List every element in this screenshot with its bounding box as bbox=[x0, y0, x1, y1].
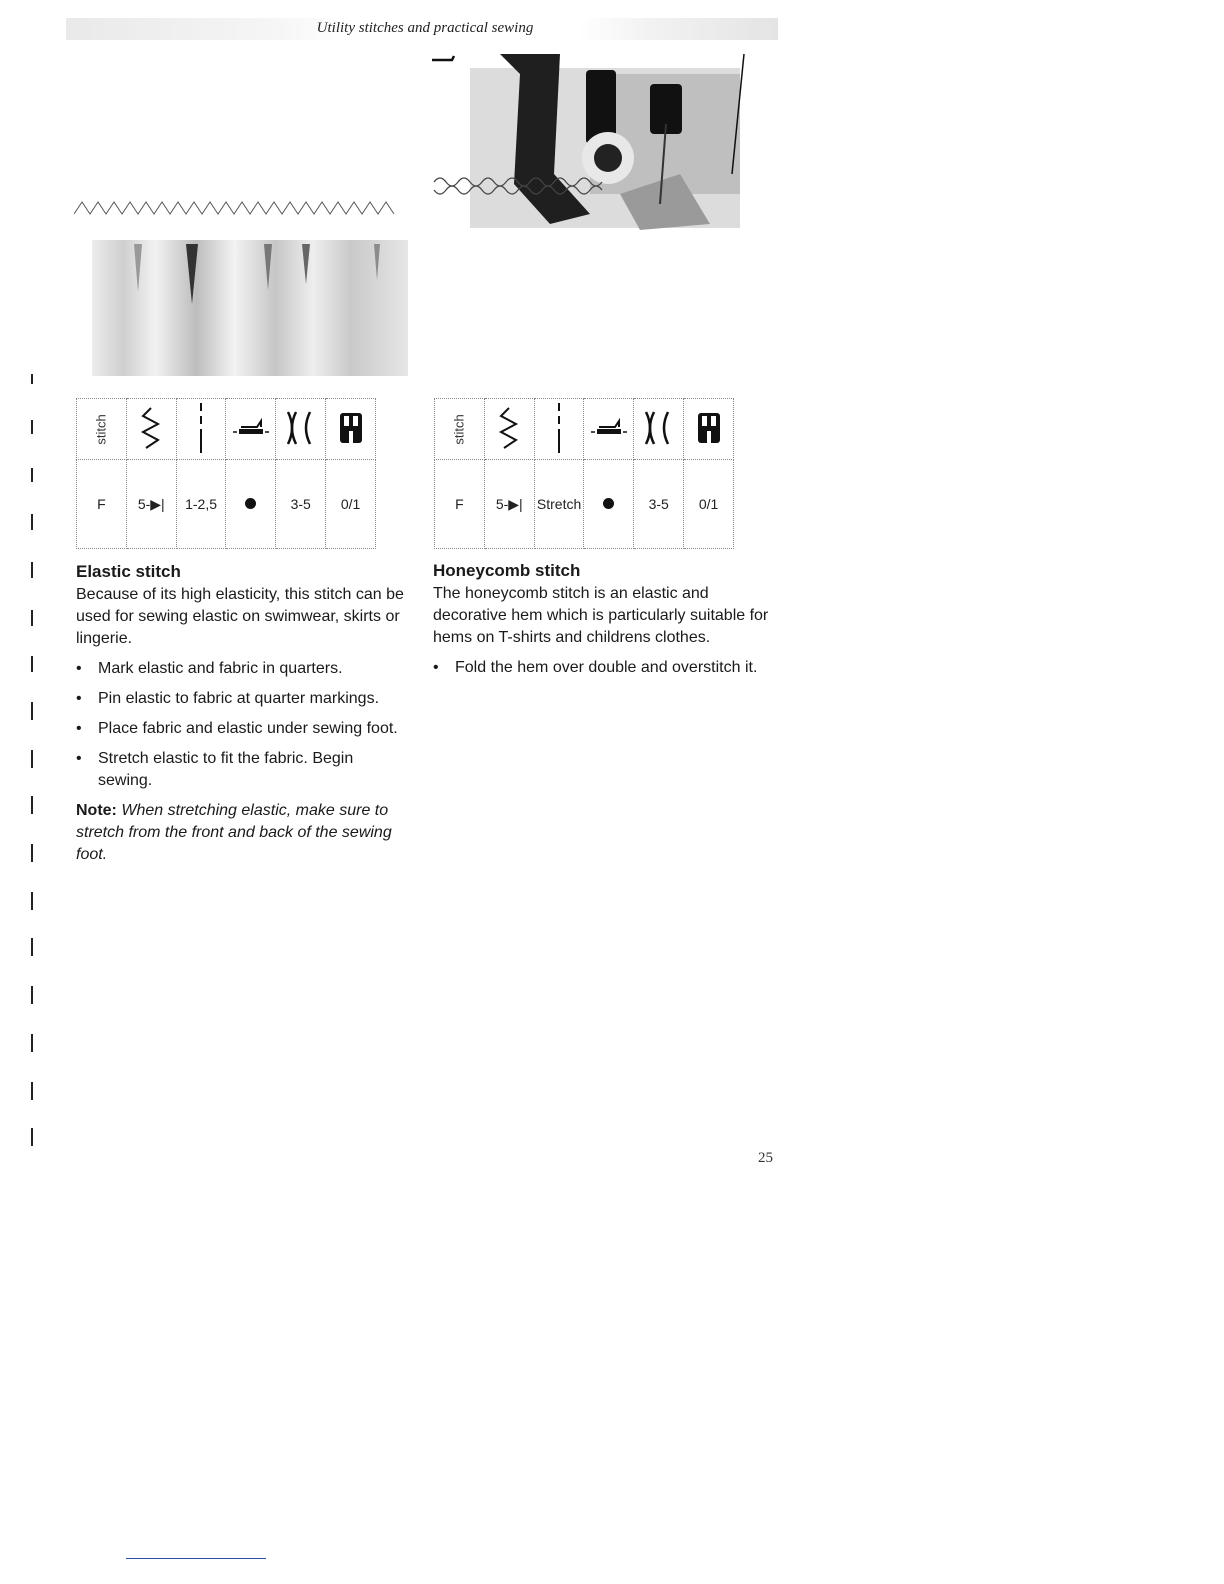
page-number: 25 bbox=[758, 1150, 773, 1166]
stitch-length-icon bbox=[534, 399, 584, 460]
list-item: • Pin elastic to fabric at quarter markings. bbox=[76, 688, 408, 710]
honeycomb-stitch-section bbox=[433, 560, 773, 687]
elastic-stitch-intro: Because of its high elasticity, this stitch can be used for sewing elastic on swimwear, skirts or lingerie. bbox=[76, 586, 404, 647]
honeycomb-stitch-intro: The honeycomb stitch is an elastic and decorative hem which is particularly suitable for hems on T-shirts and childrens clothes. bbox=[433, 585, 769, 646]
foot-value: 0/1 bbox=[326, 460, 376, 549]
settings-value-row bbox=[435, 460, 734, 549]
elastic-note bbox=[76, 800, 408, 866]
foot-value: 0/1 bbox=[684, 460, 734, 549]
note-text: When stretching elastic, make sure to stretch from the front and back of the sewing foot. bbox=[76, 802, 392, 863]
thread-tension-icon bbox=[276, 399, 326, 460]
stitch-label: stitch bbox=[451, 414, 467, 445]
elastic-stitch-photo bbox=[74, 200, 414, 376]
needle-position-dot bbox=[584, 460, 634, 549]
list-item: • Place fabric and elastic under sewing foot. bbox=[76, 718, 408, 740]
list-item: • Mark elastic and fabric in quarters. bbox=[76, 658, 408, 680]
zigzag-width-icon bbox=[126, 399, 176, 460]
list-item: • Fold the hem over double and overstitch it. bbox=[433, 657, 773, 679]
presser-foot-icon bbox=[326, 399, 376, 460]
tension-value: 3-5 bbox=[276, 460, 326, 549]
elastic-settings-table bbox=[76, 398, 376, 549]
stitch-label-cell bbox=[77, 399, 127, 460]
honeycomb-stitch-photo bbox=[430, 54, 750, 240]
thread-tension-icon bbox=[634, 399, 684, 460]
header-title: Utility stitches and practical sewing bbox=[316, 20, 534, 36]
tension-value: 3-5 bbox=[634, 460, 684, 549]
margin-tick-marks bbox=[28, 270, 36, 1150]
needle-position-dot bbox=[226, 460, 276, 549]
stitch-value: F bbox=[77, 460, 127, 549]
stitch-label-cell bbox=[435, 399, 485, 460]
stitch-length-icon bbox=[176, 399, 226, 460]
width-value: 5-▶| bbox=[126, 460, 176, 549]
length-value: Stretch bbox=[534, 460, 584, 549]
zigzag-width-icon bbox=[484, 399, 534, 460]
footer-rule bbox=[126, 1558, 266, 1559]
honeycomb-stitch-title: Honeycomb stitch bbox=[433, 561, 581, 580]
list-item: • Stretch elastic to fit the fabric. Begin sewing. bbox=[76, 748, 408, 792]
length-value: 1-2,5 bbox=[176, 460, 226, 549]
feed-dog-icon bbox=[584, 399, 634, 460]
elastic-steps-list bbox=[76, 658, 408, 792]
elastic-stitch-title: Elastic stitch bbox=[76, 562, 181, 581]
note-label: Note: bbox=[76, 802, 117, 819]
honeycomb-settings-table bbox=[434, 398, 734, 549]
feed-dog-icon bbox=[226, 399, 276, 460]
settings-icon-row bbox=[77, 399, 376, 460]
presser-foot-icon bbox=[684, 399, 734, 460]
stitch-value: F bbox=[435, 460, 485, 549]
settings-icon-row bbox=[435, 399, 734, 460]
width-value: 5-▶| bbox=[484, 460, 534, 549]
settings-value-row bbox=[77, 460, 376, 549]
elastic-stitch-section bbox=[76, 561, 408, 866]
stitch-label: stitch bbox=[93, 414, 109, 445]
honeycomb-steps-list bbox=[433, 657, 773, 679]
